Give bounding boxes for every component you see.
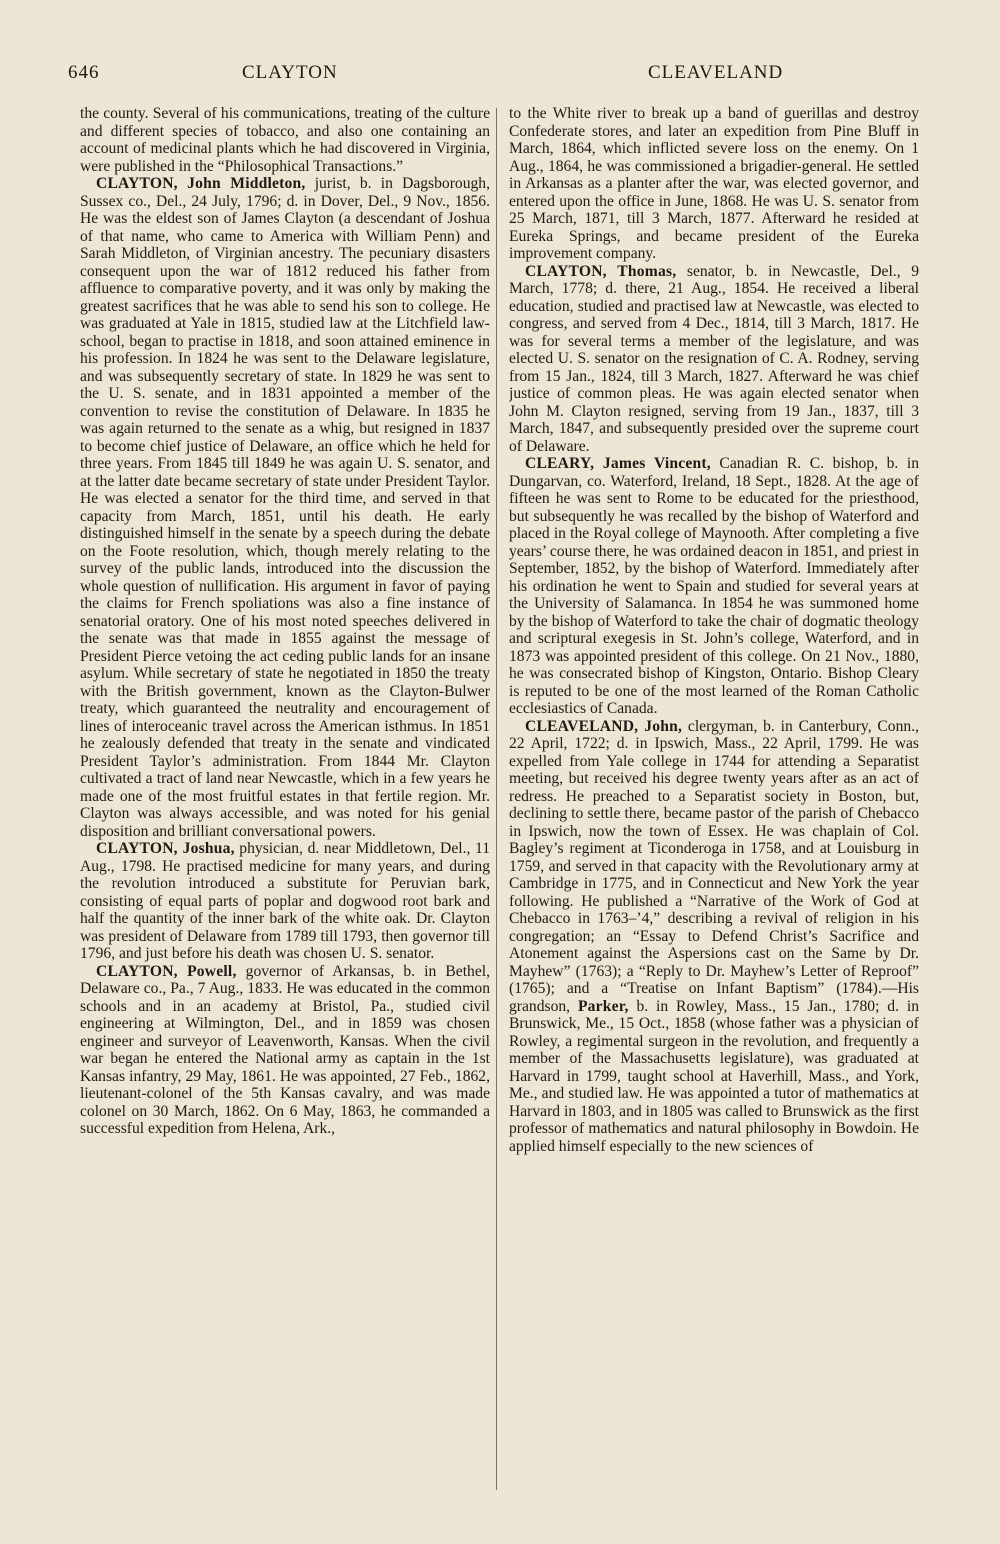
- entry-headword: CLAYTON, Joshua,: [96, 840, 235, 857]
- entry-headword: CLAYTON, Powell,: [96, 962, 237, 980]
- entry-text-continued: b. in Rowley, Mass., 15 Jan., 1780; d. in Brunswick, Me., 15 Oct., 1858 (whose father was a physician of Rowley, a regimental surgeon in the revolution, and frequently a member of the Massachusetts legislature), was graduated at Harvard in 1799, taught school at Haverhill, Mass., and York, Me., and studied law. He was appointed a tutor of mathematics at Harvard in 1803, and in 1805 was called to Brunswick as the first professor of mathematics and natural philosophy in Bowdoin. He applied himself especially to the new sciences of: [509, 997, 919, 1155]
- guide-word-right: CLEAVELAND: [648, 62, 784, 83]
- continued-paragraph: the county. Several of his communications, treating of the culture and different species of tobacco, and also one containing an account of medicinal plants which he had discovered in Virginia, were published in the “Philosophical Transactions.”: [80, 105, 490, 175]
- page-number: 646: [68, 62, 100, 83]
- entry-headword: CLAYTON, John Middleton,: [96, 175, 306, 192]
- entry-headword: CLEARY, James Vincent,: [525, 455, 711, 472]
- entry-sub-headword: Parker,: [577, 997, 629, 1015]
- entry-text: governor of Arkansas, b. in Bethel, Delaware co., Pa., 7 Aug., 1833. He was educated in the common schools and in an academy at Bristol, Pa., studied civil engineering at Wilmington, Del., and in 1859 was chosen engineer and surveyor of Leavenworth, Kansas. When the civil war began he entered the National army as captain in the 1st Kansas infantry, 29 May, 1861. He was appointed, 27 Feb., 1862, lieutenant-colonel of the 5th Kansas cavalry, and was made colonel on 30 March, 1862. On 6 May, 1863, he commanded a successful expedition from Helena, Ark.,: [80, 962, 490, 1137]
- entry-clayton-joshua: [80, 840, 490, 963]
- running-head: [0, 62, 1000, 88]
- entry-cleary-james-vincent: [509, 455, 919, 718]
- entry-headword: CLAYTON, Thomas,: [525, 262, 677, 280]
- guide-word-left: CLAYTON: [242, 62, 338, 83]
- entry-clayton-powell: [80, 963, 490, 1138]
- entry-text: clergyman, b. in Canterbury, Conn., 22 April, 1722; d. in Ipswich, Mass., 22 April, 1799. He was expelled from Yale college in 1744 for attending a Separatist meeting, but received his degree twenty years after as an act of redress. He preached to a Separatist society in Boston, but, declining to settle there, became pastor of the parish of Chebacco in Ipswich, now the town of Essex. He was chaplain of Col. Bagley’s regiment at Ticonderoga in 1758, and at Louisburg in 1759, and served in that capacity with the Revolutionary army at Cambridge in 1775, and in Connecticut and New York the year following. He published a “Narrative of the Work of God at Chebacco in 1763–’4,” describing a revival of religion in his congregation; an “Essay to Defend Christ’s Sacrifice and Atonement against the Aspersions cast on the Same by Dr. Mayhew” (1763); a “Reply to Dr. Mayhew’s Letter of Reproof” (1765); and a “Treatise on Infant Baptism” (1784).—His grandson,: [509, 717, 919, 1015]
- entry-cleaveland-john: [509, 718, 919, 1156]
- entry-text: physician, d. near Middletown, Del., 11 Aug., 1798. He practised medicine for many years, and during the revolution introduced a substitute for Peruvian bark, consisting of equal parts of poplar and dogwood root bark and half the quantity of the inner bark of the white oak. Dr. Clayton was president of Delaware from 1789 till 1793, then governor till 1796, and just before his death was chosen U. S. senator.: [80, 840, 490, 962]
- entry-text: Canadian R. C. bishop, b. in Dungarvan, co. Waterford, Ireland, 18 Sept., 1828. At the age of fifteen he was sent to Rome to be educated for the priesthood, but subsequently he was recalled by the bishop of Waterford and placed in the Royal college of Maynooth. After completing a five years’ course there, he was ordained deacon in 1851, and priest in September, 1852, by the bishop of Waterford. Immediately after his ordination he went to Spain and studied for several years at the University of Salamanca. In 1854 he was summoned home by the bishop of Waterford to take the chair of dogmatic theology and scriptural exegesis in St. John’s college, Waterford, and in 1873 was appointed president of this college. On 21 Nov., 1880, he was consecrated bishop of Kingston, Ontario. Bishop Cleary is reputed to be one of the most learned of the Roman Catholic ecclesiastics of Canada.: [509, 455, 919, 717]
- entry-text: senator, b. in Newcastle, Del., 9 March, 1778; d. there, 21 Aug., 1854. He received a liberal education, studied and practised law at Newcastle, was elected to congress, and served from 4 Dec., 1814, till 3 March, 1817. He was for several terms a member of the legislature, and was elected U. S. senator on the resignation of C. A. Rodney, serving from 15 Jan., 1824, till 3 March, 1827. Afterward he was chief justice of common pleas. He was again elected senator when John M. Clayton resigned, serving from 19 Jan., 1837, till 3 March, 1847, and subsequently presided over the supreme court of Delaware.: [509, 262, 919, 455]
- column-divider: [496, 108, 497, 1490]
- left-column: [80, 105, 490, 1500]
- right-column: [509, 105, 919, 1500]
- continued-paragraph: to the White river to break up a band of guerillas and destroy Confederate stores, and later an expedition from Pine Bluff in March, 1864, which inflicted severe loss on the enemy. On 1 Aug., 1864, he was commissioned a brigadier-general. He settled in Arkansas as a planter after the war, was elected governor, and entered upon the office in June, 1868. He was U. S. senator from 25 March, 1871, till 3 March, 1877. Afterward he resided at Eureka Springs, and became president of the Eureka improvement company.: [509, 105, 919, 262]
- entry-clayton-thomas: [509, 263, 919, 456]
- entry-headword: CLEAVELAND, John,: [525, 717, 683, 735]
- entry-clayton-john-middleton: [80, 175, 490, 840]
- entry-text: jurist, b. in Dagsborough, Sussex co., Del., 24 July, 1796; d. in Dover, Del., 9 Nov., 1856. He was the eldest son of James Clayton (a descendant of Joshua of that name, who came to America with William Penn) and Sarah Middleton, of Virginian ancestry. The pecuniary disasters consequent upon the war of 1812 reduced his father from affluence to comparative poverty, and it was only by making the greatest sacrifices that he was able to send his son to college. He was graduated at Yale in 1815, studied law at the Litchfield law-school, began to practise in 1818, and soon attained eminence in his profession. In 1824 he was sent to the Delaware legislature, and was subsequently secretary of state. In 1829 he was sent to the U. S. senate, and in 1831 appointed a member of the convention to revise the constitution of Delaware. In 1835 he was again returned to the senate as a whig, but resigned in 1837 to become chief justice of Delaware, an office which he held for three years. From 1845 till 1849 he was again U. S. senator, and at the latter date became secretary of state under President Taylor. He was elected a senator for the third time, and served in that capacity from March, 1851, until his death. He early distinguished himself in the senate by a speech during the debate on the Foote resolution, which, though merely relating to the survey of the public lands, introduced into the discussion the whole question of nullification. His argument in favor of paying the claims for French spoliations was also a fine instance of senatorial oratory. One of his most noted speeches delivered in the senate was that made in 1855 against the message of President Pierce vetoing the act ceding public lands for an insane asylum. While secretary of state he negotiated in 1850 the treaty with the British government, known as the Clayton-Bulwer treaty, which guaranteed the neutrality and encouragement of lines of interoceanic travel across the American isthmus. In 1851 he zealously defended that treaty in the senate and vindicated President Taylor’s administration. From 1844 Mr. Clayton cultivated a tract of land near Newcastle, which in a few years he made one of the most fruitful estates in that fertile region. Mr. Clayton was always accessible, and was noted for his genial disposition and brilliant conversational powers.: [80, 175, 490, 840]
